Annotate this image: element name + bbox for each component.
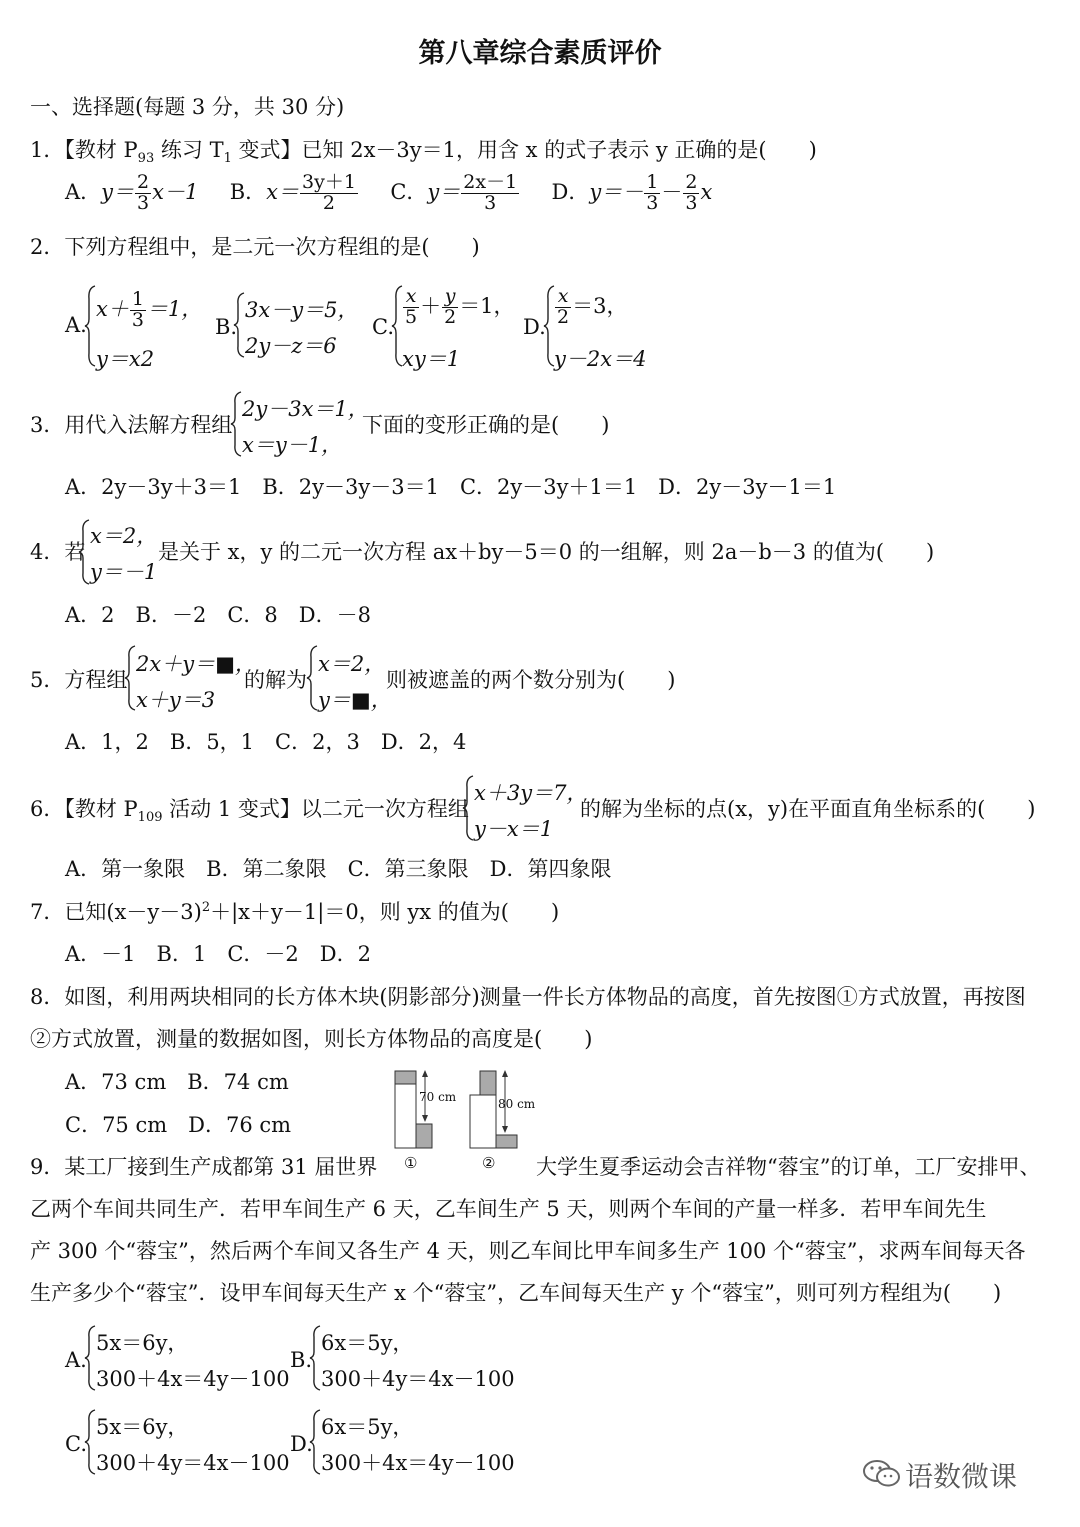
option-label: A. (65, 1348, 87, 1372)
option-label: D. (290, 1432, 313, 1456)
brace-icon (462, 775, 474, 841)
equation-line: 300＋4y＝4x－100 (321, 1367, 515, 1391)
section-heading: 一、选择题(每题 3 分，共 30 分) (30, 95, 345, 119)
equation-line: 3x－y＝5， (245, 298, 359, 322)
equation-line: y＝－1 (90, 560, 158, 584)
brace-icon (309, 1409, 321, 1475)
question-3-options: A．2y－3y＋3＝1 B．2y－3y－3＝1 C．2y－3y＋1＝1 D．2y－3y－1＝1 (65, 475, 837, 499)
equation-line: y－2x＝4 (554, 347, 647, 371)
question-4-stem-a: 4．若 (30, 540, 86, 564)
equation-line: x＝y－1， (242, 433, 343, 457)
question-6-options: A．第一象限 B．第二象限 C．第三象限 D．第四象限 (65, 857, 612, 881)
equation-line: 300＋4y＝4x－100 (96, 1451, 290, 1475)
equation-line: $\frac{x}{2}$ ＝3， (557, 285, 628, 328)
question-6-stem-a: 6．【教材 $P_{109}$ 活动 1 变式】以二元一次方程组 (30, 797, 469, 826)
equation-line: 2x＋y＝■， (136, 652, 256, 676)
figure-2-number: ② (482, 1154, 496, 1172)
equation-line: y－x＝1 (474, 817, 554, 841)
brace-icon (124, 645, 136, 711)
question-1-stem: 1．【教材 $P_{93}$ 练习 $T_1$ 变式】已知 2x－3y＝1，用含 x 的式子表示 y 正确的是( ) (30, 138, 817, 167)
brace-icon (78, 519, 90, 585)
equation-line: 300＋4x＝4y－100 (96, 1367, 290, 1391)
equation-line: 6x＝5y， (321, 1331, 414, 1355)
question-5-stem-a: 5．方程组 (30, 668, 128, 692)
brace-icon (230, 391, 242, 457)
equation-line: x＝2， (90, 524, 158, 548)
question-8-line-1: 8．如图，利用两块相同的长方体木块(阴影部分)测量一件长方体物品的高度，首先按图①方式放置，再按图 (30, 985, 1026, 1009)
brace-icon (84, 1325, 96, 1391)
watermark-text: 语数微课 (905, 1460, 1018, 1493)
question-9-line-3: 产 300 个“蓉宝”，然后两个车间又各生产 4 天，则乙车间比甲车间多生产 100 个“蓉宝”，求两车间每天各 (30, 1239, 1026, 1263)
question-7-stem: 7．已知$(x-y-3)^2+|x+y-1|=0$，则 yx 的值为( ) (30, 900, 560, 924)
equation-line: x＋3y＝7， (474, 781, 588, 805)
page-title: 第八章综合素质评价 (418, 38, 662, 69)
question-2-stem: 2．下列方程组中，是二元一次方程组的是( ) (30, 235, 480, 259)
brace-icon (233, 292, 245, 358)
brace-icon (84, 1409, 96, 1475)
question-9-line-1b: 大学生夏季运动会吉祥物“蓉宝”的订单，工厂安排甲、 (536, 1155, 1041, 1179)
equation-line: 6x＝5y， (321, 1415, 414, 1439)
equation-line: 300＋4x＝4y－100 (321, 1451, 515, 1475)
question-5-stem-c: 则被遮盖的两个数分别为( ) (386, 668, 676, 692)
figure-1-label: 70 cm (419, 1090, 457, 1104)
equation-line: 5x＝6y， (96, 1331, 189, 1355)
brace-icon (306, 645, 318, 711)
question-9-line-1a: 9．某工厂接到生产成都第 31 届世界 (30, 1155, 378, 1179)
option-label: A. (65, 313, 87, 337)
equation-line: x＋y＝3 (136, 688, 216, 712)
equation-line: 5x＝6y， (96, 1415, 189, 1439)
equation-line: x＋ $\frac{1}{3}$ ＝1， (96, 288, 203, 331)
question-6-stem-c: 的解为坐标的点(x，y)在平面直角坐标系的( ) (580, 797, 1036, 821)
question-8-line-2: ②方式放置，测量的数据如图，则长方体物品的高度是( ) (30, 1027, 593, 1051)
equation-line: y＝■， (318, 688, 392, 712)
measurement-figure (390, 1066, 540, 1171)
question-1-options: A．y＝ $\frac{2}{3}$ x－1 B．x＝ $\frac{3y+1}{2}$ C．y＝ $\frac{2x-1}{3}$ D．y＝－ $\frac{1}{3}$ － $\frac{2}{3}$ x (65, 171, 713, 214)
question-4-options: A．2 B．－2 C．8 D．－8 (65, 603, 371, 627)
brace-icon (309, 1325, 321, 1391)
wechat-icon (862, 1458, 902, 1496)
brace-icon (84, 285, 96, 367)
question-7-options: A．－1 B．1 C．－2 D．2 (65, 942, 371, 966)
figure-1-number: ① (404, 1154, 418, 1172)
option-label: B. (215, 315, 238, 339)
question-9-line-4: 生产多少个“蓉宝”．设甲车间每天生产 x 个“蓉宝”，乙车间每天生产 y 个“蓉宝”，则可列方程组为( ) (30, 1281, 1002, 1305)
equation-line: y＝x2 (96, 347, 155, 371)
question-3-stem-a: 3．用代入法解方程组 (30, 413, 233, 437)
option-label: C. (372, 315, 394, 339)
figure-2-label: 80 cm (498, 1097, 536, 1111)
question-3-stem-b: 下面的变形正确的是( ) (362, 413, 610, 437)
equation-line: x＝2， (318, 652, 386, 676)
option-label: D. (523, 315, 546, 339)
equation-line: 2y－3x＝1， (242, 397, 369, 421)
question-9-line-2: 乙两个车间共同生产．若甲车间生产 6 天，乙车间生产 5 天，则两个车间的产量一样多．若甲车间先生 (30, 1197, 987, 1221)
question-4-stem-b: 是关于 x，y 的二元一次方程 ax＋by－5＝0 的一组解，则 2a－b－3 的值为( ) (158, 540, 935, 564)
question-8-options-ab: A．73 cm B．74 cm (65, 1070, 289, 1094)
question-8-options-cd: C．75 cm D．76 cm (65, 1113, 292, 1137)
equation-line: $\frac{x}{5}$ ＋ $\frac{y}{2}$ ＝1， (405, 285, 515, 328)
option-label: C. (65, 1432, 87, 1456)
equation-line: xy＝1 (402, 347, 461, 371)
question-5-options: A．1，2 B．5，1 C．2，3 D．2，4 (65, 730, 467, 754)
option-label: B. (290, 1348, 313, 1372)
question-5-stem-b: 的解为 (244, 668, 307, 692)
equation-line: 2y－z＝6 (245, 334, 337, 358)
